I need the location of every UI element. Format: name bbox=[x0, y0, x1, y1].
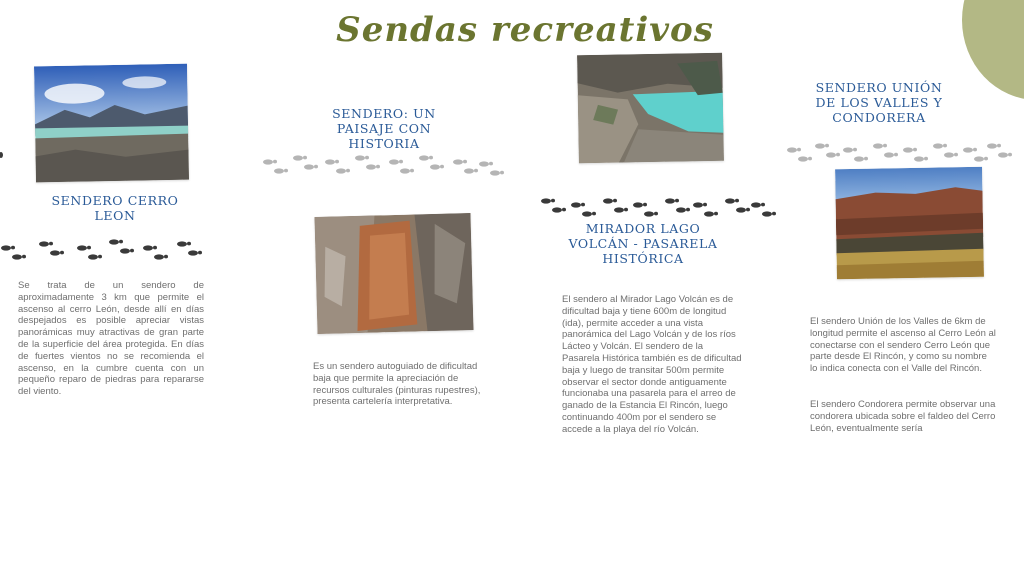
footprints-icon bbox=[0, 236, 230, 266]
trail-photo-union-valles bbox=[835, 167, 984, 280]
trail-description-paisaje-historia: Es un sendero autoguiado de dificultad baja que permite la apreciación de recursos culturales (pinturas rupestres), presenta cartelería interpretativa. bbox=[313, 361, 481, 408]
footprints-divider-light bbox=[262, 152, 512, 172]
footprints-divider bbox=[540, 195, 780, 215]
page-title: Sendas recreativos bbox=[336, 10, 714, 50]
footprints-divider-light bbox=[786, 140, 1018, 160]
trail-description-mirador-lago-volcan: El sendero al Mirador Lago Volcán es de dificultad baja y tiene 600m de longitud (ida), permite acceder a una vista panorámica del Lago Volcán y de los ríos Lácteo y Volcán. El sendero de la Pasarela Histórica también es de dificultad baja y luego de transitar 500m permite observar el sector donde antiguamente funcionaba una pasarela para el arreo de ganado de la Estancia El Rincón, luego continuando 400m por el sendero se accede a la playa del río Volcán. bbox=[562, 294, 742, 435]
footprints-icon bbox=[262, 152, 512, 182]
footprints-divider bbox=[0, 236, 230, 256]
trail-heading-union-valles: SENDERO UNIÓN DE LOS VALLES Y CONDORERA bbox=[815, 80, 943, 125]
trail-photo-paisaje-historia bbox=[314, 213, 473, 334]
trail-description-cerro-leon: Se trata de un sendero de aproximadamente 3 km que permite el ascenso al cerro León, desde allí en días despejados es posible apreciar vistas panorámicas muy atractivas de gran parte de la superficie del área protegida. En días de fuertes vientos no se recomienda el ascenso, en la cumbre cuenta con un pequeño reparo de piedras para repararse del viento. bbox=[18, 280, 204, 398]
trail-description-union-valles: El sendero Unión de los Valles de 6km de longitud permite el ascenso al Cerro León al conectarse con el sendero Cerro León que parte desde El Rincón, y como su nombre lo indica conecta con el Valle del Rincón. bbox=[810, 316, 996, 375]
footprints-icon bbox=[786, 140, 1018, 170]
edge-footprint-icon bbox=[0, 150, 4, 160]
trail-heading-paisaje-historia: SENDERO: UN PAISAJE CON HISTORIA bbox=[332, 106, 436, 151]
rock-art-photo-icon bbox=[314, 213, 473, 334]
canyon-cliff-photo-icon bbox=[835, 167, 984, 280]
trail-heading-cerro-leon: SENDERO CERRO LEON bbox=[51, 193, 179, 223]
trail-photo-cerro-leon bbox=[34, 64, 189, 183]
turquoise-river-photo-icon bbox=[577, 53, 724, 164]
trail-heading-mirador-lago-volcan: MIRADOR LAGO VOLCÁN - PASARELA HISTÓRICA bbox=[568, 221, 718, 266]
trail-description-condorera: El sendero Condorera permite observar una condorera ubicada sobre el faldeo del Cerro León, eventualmente sería bbox=[810, 399, 996, 434]
mountain-lake-photo-icon bbox=[34, 64, 189, 183]
trail-photo-mirador-lago-volcan bbox=[577, 53, 724, 164]
